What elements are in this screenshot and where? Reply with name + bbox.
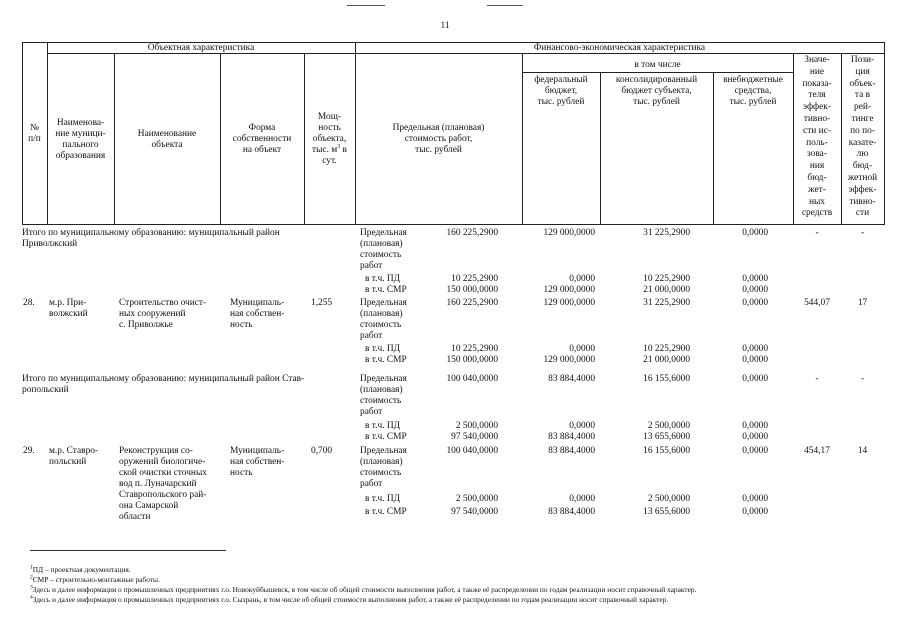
total-pd-extra: 0,0000 — [742, 274, 768, 284]
item-value: 544,07 — [804, 298, 830, 308]
total-position: - — [860, 374, 865, 384]
item-capacity: 1,255 — [311, 298, 333, 308]
total-extra: 0,0000 — [742, 228, 768, 238]
header-finance-group: Финансово-экономическая характеристика — [533, 43, 706, 53]
item-pd-regional: 2 500,0000 — [647, 494, 690, 504]
item-position: 14 — [857, 446, 868, 456]
header-col-municipality: Наименова- ние муници- пального образования — [55, 118, 106, 161]
item-regional: 16 155,6000 — [643, 446, 690, 456]
header-in-total: в том числе — [634, 60, 681, 70]
total-smr-regional: 13 655,6000 — [643, 432, 690, 442]
header-col-regional: консолидированный бюджет субъекта, тыс. рублей — [615, 75, 698, 107]
footnote: $^3$Здесь и далее информация о промышленных предприятиях г.о. Новокуйбышевск, в том числе об общей стоимости выполнения работ, а также её распределении по годам реализации носит справочный характер. — [30, 584, 697, 594]
total-pd-regional: 2 500,0000 — [647, 421, 690, 431]
item-federal: 129 000,0000 — [543, 298, 595, 308]
item-cost: 100 040,0000 — [446, 446, 498, 456]
header-col-ownership: Форма собственности на объект — [232, 123, 292, 155]
item-pd-federal: 0,0000 — [569, 494, 595, 504]
item-municipality: м.р. При- волжский — [49, 298, 88, 319]
item-pd-cost: 10 225,2900 — [451, 344, 498, 354]
item-position: 17 — [857, 298, 868, 308]
item-pd-extra: 0,0000 — [742, 344, 768, 354]
total-smr-cost: 150 000,0000 — [446, 285, 498, 295]
item-municipality: м.р. Ставро- польский — [49, 446, 99, 467]
pd-label: в т.ч. ПД — [365, 274, 401, 284]
item-pd-cost: 2 500,0000 — [455, 494, 498, 504]
header-col-cost: Предельная (плановая) стоимость работ, тыс. рублей — [392, 123, 485, 155]
header-col-federal: федеральный бюджет, тыс. рублей — [534, 75, 588, 107]
total-extra: 0,0000 — [742, 374, 768, 384]
total-smr-regional: 21 000,0000 — [643, 285, 690, 295]
section-total-title-cont: Приволжский — [22, 239, 78, 249]
total-smr-extra: 0,0000 — [742, 285, 768, 295]
item-num: 29. — [23, 446, 35, 456]
item-federal: 83 884,4000 — [548, 446, 595, 456]
item-smr-regional: 13 655,6000 — [643, 507, 690, 517]
section-total-title-cont: ропольский — [22, 385, 69, 395]
total-value: - — [815, 228, 819, 238]
total-pd-extra: 0,0000 — [742, 421, 768, 431]
item-regional: 31 225,2900 — [643, 298, 690, 308]
col-border-11 — [884, 42, 885, 225]
total-federal: 83 884,4000 — [548, 374, 595, 384]
total-regional: 31 225,2900 — [643, 228, 690, 238]
header-col-object: Наименование объекта — [137, 129, 197, 150]
total-pd-cost: 2 500,0000 — [455, 421, 498, 431]
header-col-extra: внебюджетные средства, тыс. рублей — [723, 75, 783, 107]
footnote-separator — [30, 550, 226, 551]
cost-label: Предельная (плановая) стоимость работ — [360, 298, 407, 341]
total-cost: 100 040,0000 — [446, 374, 498, 384]
total-smr-extra: 0,0000 — [742, 432, 768, 442]
total-smr-cost: 97 540,0000 — [451, 432, 498, 442]
total-pd-federal: 0,0000 — [569, 274, 595, 284]
cost-label: Предельная (плановая) стоимость работ — [360, 446, 407, 489]
smr-label: в т.ч. СМР — [365, 507, 407, 517]
footnote: $^4$Здесь и далее информация о промышленных предприятиях г.о. Сызрань, в том числе об общей стоимости выполнения работ, а также её распределении по годам реализации носит справочный характер. — [30, 594, 669, 604]
cost-label: Предельная (плановая) стоимость работ — [360, 374, 407, 417]
header-col-value: Значе- ние показа- теля эффек- тивно- сти ис- поль- зова- ния бюд- жет- ных средств — [801, 55, 833, 219]
item-smr-federal: 129 000,0000 — [543, 355, 595, 365]
section-total-title: Итого по муниципальному образованию: муниципальный район Став- — [22, 374, 305, 384]
total-value: - — [815, 374, 819, 384]
top-rule-right — [487, 5, 523, 6]
total-pd-federal: 0,0000 — [569, 421, 595, 431]
item-object: Строительство очист- ных сооружений с. Приволжье — [119, 298, 207, 330]
item-ownership: Муниципаль- ная собствен- ность — [230, 446, 285, 478]
header-col-capacity: Мощ- ность объекта, тыс. $м^3$ в сут. — [312, 112, 347, 166]
total-pd-cost: 10 225,2900 — [451, 274, 498, 284]
item-ownership: Муниципаль- ная собствен- ность — [230, 298, 285, 330]
smr-label: в т.ч. СМР — [365, 355, 407, 365]
item-smr-cost: 97 540,0000 — [451, 507, 498, 517]
header-col-position: Пози- ция объек- та в рей- тинге по по- казате- лю бюд- жетной эффек- тивно- сти — [847, 55, 878, 219]
header-col-num: № п/п — [28, 123, 41, 144]
cost-label: Предельная (плановая) стоимость работ — [360, 228, 407, 271]
top-rule-left — [347, 5, 385, 6]
item-pd-federal: 0,0000 — [569, 344, 595, 354]
total-position: - — [860, 228, 865, 238]
smr-label: в т.ч. СМР — [365, 432, 407, 442]
item-smr-cost: 150 000,0000 — [446, 355, 498, 365]
total-cost: 160 225,2900 — [446, 228, 498, 238]
header-object-group: Объектная характеристика — [147, 43, 255, 53]
total-regional: 16 155,6000 — [643, 374, 690, 384]
page-number: 11 — [440, 21, 450, 31]
item-extra: 0,0000 — [742, 446, 768, 456]
item-pd-extra: 0,0000 — [742, 494, 768, 504]
item-cost: 160 225,2900 — [446, 298, 498, 308]
item-pd-regional: 10 225,2900 — [643, 344, 690, 354]
header-bottom-border — [22, 224, 884, 225]
item-object: Реконструкция со- оружений биологиче- ской очистки сточных вод п. Луначарский Ставропольского рай- она Самарской области — [119, 446, 207, 522]
item-value: 454,17 — [804, 446, 830, 456]
pd-label: в т.ч. ПД — [365, 421, 401, 431]
item-num: 28. — [23, 298, 35, 308]
pd-label: в т.ч. ПД — [365, 494, 401, 504]
total-smr-federal: 83 884,4000 — [548, 432, 595, 442]
total-pd-regional: 10 225,2900 — [643, 274, 690, 284]
item-smr-federal: 83 884,4000 — [548, 507, 595, 517]
item-smr-extra: 0,0000 — [742, 507, 768, 517]
pd-label: в т.ч. ПД — [365, 344, 401, 354]
smr-label: в т.ч. СМР — [365, 285, 407, 295]
header-intotal-rule — [522, 72, 793, 73]
footnote: $^1$ПД – проектная документация. — [30, 564, 131, 574]
section-total-title: Итого по муниципальному образованию: муниципальный район — [22, 228, 280, 238]
total-federal: 129 000,0000 — [543, 228, 595, 238]
total-smr-federal: 129 000,0000 — [543, 285, 595, 295]
item-smr-extra: 0,0000 — [742, 355, 768, 365]
item-smr-regional: 21 000,0000 — [643, 355, 690, 365]
item-capacity: 0,700 — [311, 446, 333, 456]
footnote: $^2$СМР – строительно-монтажные работы. — [30, 574, 160, 584]
item-extra: 0,0000 — [742, 298, 768, 308]
